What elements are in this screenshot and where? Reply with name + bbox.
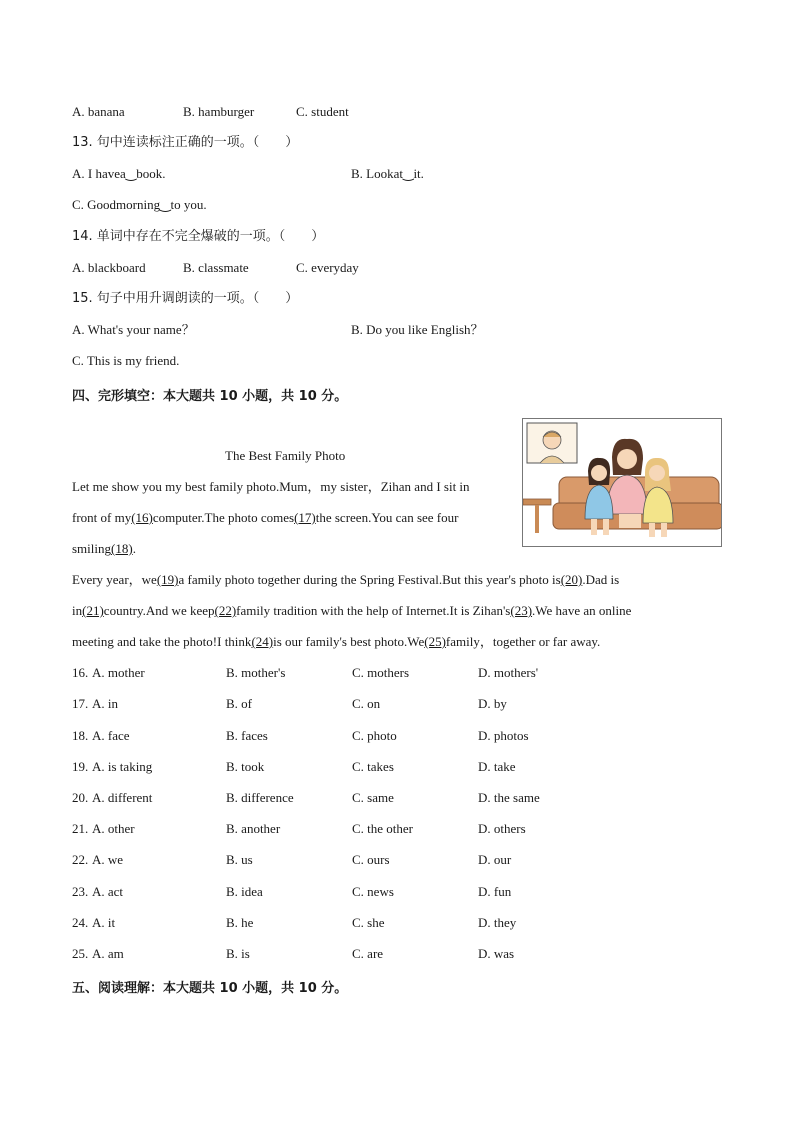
q15-stem: 15. 句子中用升调朗读的一项。（ ） bbox=[72, 291, 299, 306]
passage-line-6 bbox=[72, 634, 600, 650]
q15-option-b: B. Do you like English？ bbox=[351, 322, 484, 337]
choice-d: D. was bbox=[478, 946, 515, 961]
choice-b: B. of bbox=[226, 696, 252, 711]
choice-a: A. other bbox=[92, 821, 135, 836]
blank-23: (23) bbox=[510, 603, 533, 618]
choice-b: B. is bbox=[226, 946, 250, 961]
choice-a: A. mother bbox=[92, 665, 145, 680]
choice-a: A. it bbox=[92, 915, 116, 930]
choice-c: C. are bbox=[352, 946, 384, 961]
family-photo-illustration bbox=[522, 418, 722, 547]
passage-line-4 bbox=[72, 572, 619, 588]
blank-16: (16) bbox=[131, 510, 153, 525]
blank-21: (21) bbox=[82, 603, 104, 618]
passage-text: a family photo together during the Spring Festival.But this year's photo is bbox=[178, 572, 561, 587]
choice-num: 19. bbox=[72, 759, 89, 774]
q13-option-a: A. I havea‿book. bbox=[72, 166, 166, 181]
blank-25: (25) bbox=[424, 634, 446, 649]
choice-b: B. us bbox=[226, 852, 253, 867]
passage-text: computer.The photo comes bbox=[152, 510, 295, 525]
passage-title: The Best Family Photo bbox=[225, 448, 346, 463]
choice-d: D. mothers' bbox=[478, 665, 539, 680]
passage-text: .We have an online bbox=[532, 603, 632, 618]
passage-text: meeting and take the photo!I think bbox=[72, 634, 252, 649]
passage-text: family tradition with the help of Internet.It is Zihan's bbox=[236, 603, 511, 618]
passage-text: . bbox=[132, 541, 136, 556]
q15-option-a: A. What's your name？ bbox=[72, 322, 195, 337]
q12-option-a: A. banana bbox=[72, 104, 125, 119]
choice-num: 22. bbox=[72, 852, 89, 867]
section-five-heading: 五、阅读理解：本大题共 10 小题，共 10 分。 bbox=[72, 981, 348, 996]
choice-num: 21. bbox=[72, 821, 89, 836]
choice-a: A. am bbox=[92, 946, 124, 961]
choice-a: A. different bbox=[92, 790, 153, 805]
blank-19: (19) bbox=[156, 572, 179, 587]
passage-line-1: Let me show you my best family photo.Mum，my sister，Zihan and I sit in bbox=[72, 479, 470, 494]
passage-text: in bbox=[72, 603, 83, 618]
choice-d: D. our bbox=[478, 852, 512, 867]
q13-stem: 13. 句中连读标注正确的一项。（ ） bbox=[72, 135, 299, 150]
choice-d: D. photos bbox=[478, 728, 529, 743]
passage-text: front of my bbox=[72, 510, 132, 525]
choice-a: A. is taking bbox=[92, 759, 153, 774]
choice-d: D. by bbox=[478, 696, 507, 711]
choice-a: A. in bbox=[92, 696, 118, 711]
choice-d: D. they bbox=[478, 915, 517, 930]
passage-text: family，together or far away. bbox=[445, 634, 601, 649]
q14-option-c: C. everyday bbox=[296, 260, 359, 275]
q12-option-b: B. hamburger bbox=[183, 104, 255, 119]
q14-stem: 14. 单词中存在不完全爆破的一项。（ ） bbox=[72, 229, 325, 244]
family-photo-drawing bbox=[523, 419, 721, 546]
choice-b: B. idea bbox=[226, 884, 263, 899]
choice-b: B. difference bbox=[226, 790, 294, 805]
q12-option-c: C. student bbox=[296, 104, 349, 119]
passage-text: country.And we keep bbox=[103, 603, 215, 618]
choice-c: C. photo bbox=[352, 728, 397, 743]
blank-20: (20) bbox=[560, 572, 583, 587]
blank-17: (17) bbox=[294, 510, 316, 525]
q13-option-c: C. Goodmorning‿to you. bbox=[72, 197, 207, 212]
choice-num: 20. bbox=[72, 790, 89, 805]
section-four-heading: 四、完形填空：本大题共 10 小题，共 10 分。 bbox=[72, 389, 348, 404]
choice-b: B. faces bbox=[226, 728, 268, 743]
passage-line-3 bbox=[72, 541, 136, 557]
choice-c: C. she bbox=[352, 915, 385, 930]
choice-c: C. takes bbox=[352, 759, 394, 774]
passage-line-2 bbox=[72, 510, 458, 526]
choice-b: B. took bbox=[226, 759, 265, 774]
choice-b: B. another bbox=[226, 821, 281, 836]
passage-text: .Dad is bbox=[582, 572, 620, 587]
passage-text: smiling bbox=[72, 541, 112, 556]
choice-a: A. we bbox=[92, 852, 124, 867]
passage-line-5 bbox=[72, 603, 631, 619]
choice-num: 25. bbox=[72, 946, 89, 961]
choice-b: B. he bbox=[226, 915, 254, 930]
choice-c: C. ours bbox=[352, 852, 390, 867]
passage-text: is our family's best photo.We bbox=[273, 634, 425, 649]
choice-num: 24. bbox=[72, 915, 89, 930]
choice-num: 17. bbox=[72, 696, 89, 711]
choice-d: D. others bbox=[478, 821, 526, 836]
passage-text: the screen.You can see four bbox=[315, 510, 459, 525]
choice-d: D. fun bbox=[478, 884, 512, 899]
passage-text: Every year，we bbox=[72, 572, 157, 587]
blank-22: (22) bbox=[214, 603, 237, 618]
q14-option-a: A. blackboard bbox=[72, 260, 146, 275]
choice-a: A. act bbox=[92, 884, 124, 899]
choice-c: C. on bbox=[352, 696, 381, 711]
q15-option-c: C. This is my friend. bbox=[72, 353, 180, 368]
choice-d: D. take bbox=[478, 759, 516, 774]
blank-24: (24) bbox=[251, 634, 274, 649]
q14-option-b: B. classmate bbox=[183, 260, 249, 275]
choice-d: D. the same bbox=[478, 790, 540, 805]
choice-c: C. news bbox=[352, 884, 394, 899]
choice-c: C. mothers bbox=[352, 665, 410, 680]
choice-num: 16. bbox=[72, 665, 89, 680]
blank-18: (18) bbox=[111, 541, 133, 556]
choice-b: B. mother's bbox=[226, 665, 286, 680]
choice-c: C. same bbox=[352, 790, 394, 805]
choice-a: A. face bbox=[92, 728, 130, 743]
choice-c: C. the other bbox=[352, 821, 414, 836]
q13-option-b: B. Lookat‿it. bbox=[351, 166, 424, 181]
choice-num: 23. bbox=[72, 884, 89, 899]
choice-num: 18. bbox=[72, 728, 89, 743]
